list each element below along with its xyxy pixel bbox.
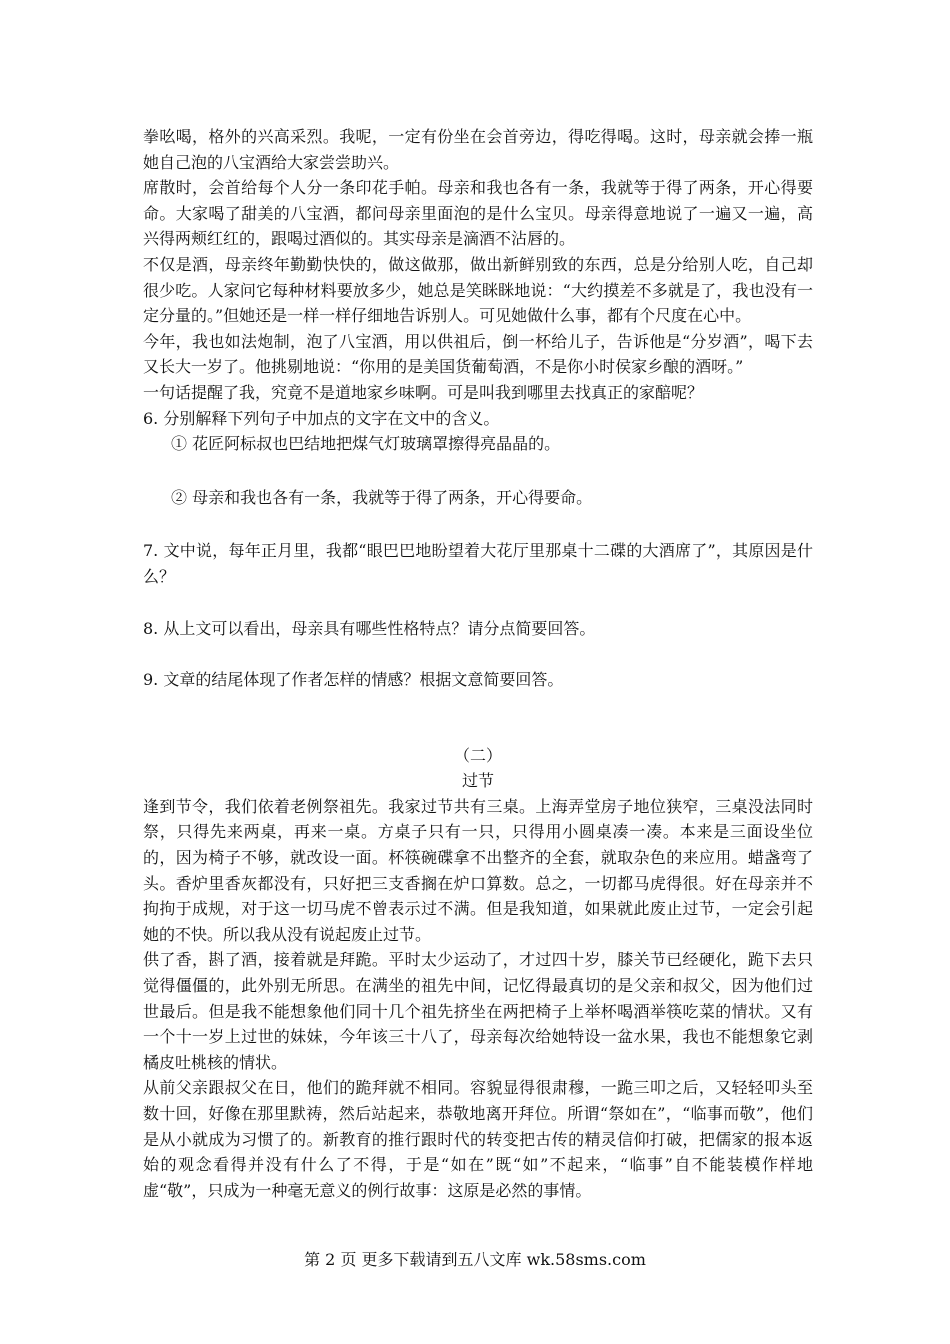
question-9: 9. 文章的结尾体现了作者怎样的情感？根据文意简要回答。 — [143, 670, 564, 690]
passage-paragraph: 不仅是酒，母亲终年勤勤快快的，做这做那，做出新鲜别致的东西，总是分给别人吃，自己却很少吃。人家问它每种材料要放多少，她总是笑眯眯地说：“大约摸差不多就是了，我也没有一定分量的。”但她还是一样一样仔细地告诉别人。可见她做什么事，都有个尺度在心中。 — [143, 254, 813, 326]
section-label: （二） — [453, 745, 502, 765]
passage-paragraph: 一句话提醒了我，究竟不是道地家乡味啊。可是叫我到哪里去找真正的家醅呢？ — [143, 382, 704, 402]
question-6-item-2: ② 母亲和我也各有一条，我就等于得了两条，开心得要命。 — [171, 487, 593, 507]
passage-paragraph: 供了香，斟了酒，接着就是拜跪。平时太少运动了，才过四十岁，膝关节已经硬化，跪下去只觉得僵僵的，此外别无所思。在满坐的祖先中间，记忆得最真切的是父亲和叔父，因为他们过世最后。但是我不能想象他们同十几个祖先挤坐在两把椅子上举杯喝酒举筷吃菜的情状。又有一个十一岁上过世的妹妹，今年该三十八了，母亲每次给她特设一盆水果，我也不能想象它剥橘皮吐桃核的情状。 — [143, 950, 813, 1072]
passage-paragraph: 拳吆喝，格外的兴高采烈。我呢，一定有份坐在会首旁边，得吃得喝。这时，母亲就会捧一瓶她自己泡的八宝酒给大家尝尝助兴。 — [143, 127, 813, 172]
passage-paragraph: 今年，我也如法炮制，泡了八宝酒，用以供祖后，倒一杯给儿子，告诉他是“分岁酒”，喝下去又长大一岁了。他挑剔地说：“你用的是美国货葡萄酒，不是你小时侯家乡酿的酒呀。” — [143, 331, 813, 377]
answer-space — [143, 590, 813, 616]
page-footer: 第 2 页 更多下载请到五八文库 wk.58sms.com — [304, 1250, 646, 1269]
passage-paragraph: 从前父亲跟叔父在日，他们的跪拜就不相同。容貌显得很肃穆，一跪三叩之后，又轻轻叩头至数十回，好像在那里默祷，然后站起来，恭敬地离开拜位。所谓“祭如在”，“临事而敬”，他们是从小就成为习惯了的。新教育的推行跟时代的转变把古传的精灵信仰打破，把儒家的报本返始的观念看得并没有什么了不得，于是“如在”既“如”不起来，“临事”自不能装模作样地虚“敬”，只成为一种毫无意义的例行故事：这原是必然的事情。 — [143, 1078, 813, 1200]
question-8: 8. 从上文可以看出，母亲具有哪些性格特点？请分点简要回答。 — [143, 618, 596, 638]
document-body — [143, 124, 813, 1203]
passage-title: 过节 — [461, 771, 494, 791]
passage-paragraph: 席散时，会首给每个人分一条印花手帕。母亲和我也各有一条，我就等于得了两条，开心得要命。大家喝了甜美的八宝酒，都问母亲里面泡的是什么宝贝。母亲得意地说了一遍又一遍，高兴得两颊红红的，跟喝过酒似的。其实母亲是滴酒不沾唇的。 — [143, 178, 813, 249]
answer-space — [143, 457, 813, 485]
question-7: 7. 文中说，每年正月里，我都“眼巴巴地盼望着大花厅里那桌十二碟的大酒席了”，其原因是什么？ — [143, 541, 813, 586]
answer-space — [143, 510, 813, 538]
section-spacer — [143, 693, 813, 743]
passage-paragraph: 逢到节令，我们依着老例祭祖先。我家过节共有三桌。上海弄堂房子地位狭窄，三桌没法同时祭，只得先来两桌，再来一桌。方桌子只有一只，只得用小圆桌凑一凑。本来是三面设坐位的，因为椅子不够，就改设一面。杯筷碗碟拿不出整齐的全套，就取杂色的来应用。蜡盏弯了头。香炉里香灰都没有，只好把三支香搁在炉口算数。总之，一切都马虎得很。好在母亲并不拘拘于成规，对于这一切马虎不曾表示过不满。但是我知道，如果就此废止过节，一定会引起她的不快。所以我从没有说起废止过节。 — [143, 796, 813, 944]
answer-space — [143, 641, 813, 667]
question-6-item-1: ① 花匠阿标叔也巴结地把煤气灯玻璃罩擦得亮晶晶的。 — [171, 434, 561, 454]
question-6: 6. 分别解释下列句子中加点的文字在文中的含义。 — [143, 408, 500, 428]
